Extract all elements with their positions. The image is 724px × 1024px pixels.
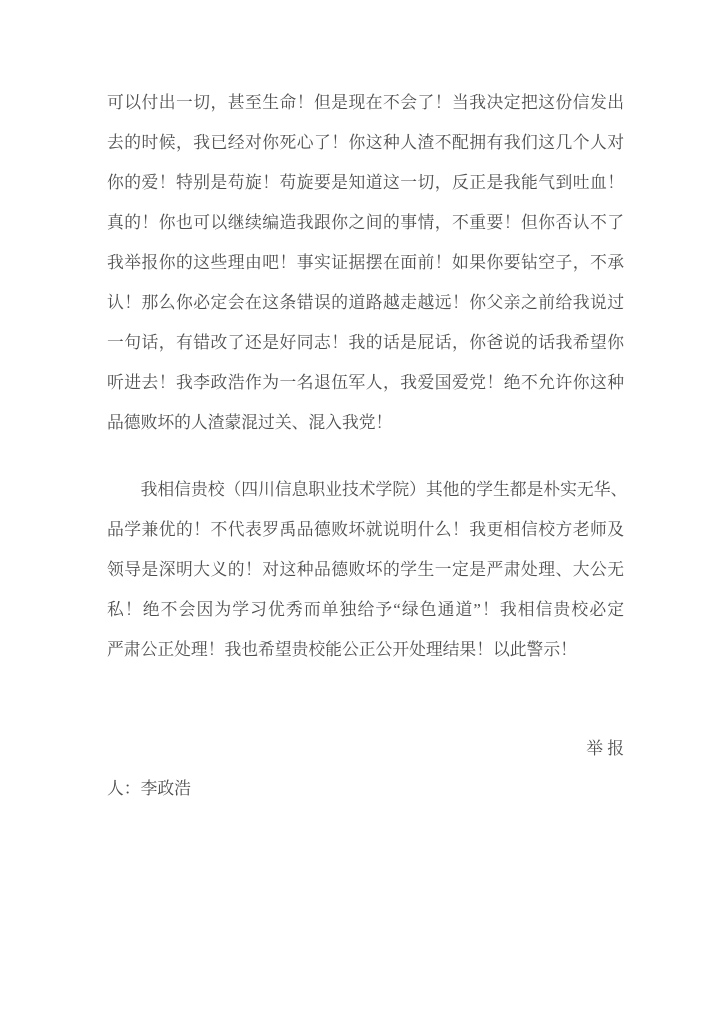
- document-text-block: [107, 83, 628, 809]
- text-line: 私！绝不会因为学习优秀而单独给予“绿色通道”！我相信贵校必定: [107, 600, 624, 619]
- signature-block: [107, 729, 624, 809]
- text-line: 去的时候，我已经对你死心了！你这种人渣不配拥有我们这几个人对: [107, 133, 624, 152]
- signature-line-reporter: 举 报: [586, 739, 624, 758]
- text-line: 领导是深明大义的！对这种品德败坏的学生一定是严肃处理、大公无: [107, 560, 624, 579]
- signature-line-name: 人：李政浩: [107, 779, 191, 798]
- text-line: 可以付出一切，甚至生命！但是现在不会了！当我决定把这份信发出: [107, 93, 624, 112]
- paragraph-1: [107, 83, 624, 443]
- text-line: 认！那么你必定会在这条错误的道路越走越远！你父亲之前给我说过: [107, 293, 624, 312]
- text-line: 一句话，有错改了还是好同志！我的话是屁话，你爸说的话我希望你: [107, 333, 624, 352]
- text-line: 品德败坏的人渣蒙混过关、混入我党！: [107, 413, 393, 432]
- text-line: 听进去！我李政浩作为一名退伍军人，我爱国爱党！绝不允许你这种: [107, 373, 624, 392]
- text-line: 你的爱！特别是苟旋！苟旋要是知道这一切，反正是我能气到吐血！: [107, 173, 624, 192]
- text-line: 我相信贵校（四川信息职业技术学院）其他的学生都是朴实无华、: [140, 480, 628, 499]
- paragraph-2: [107, 470, 628, 670]
- text-line: 品学兼优的！不代表罗禹品德败坏就说明什么！我更相信校方老师及: [107, 520, 624, 539]
- text-line: 真的！你也可以继续编造我跟你之间的事情，不重要！但你否认不了: [107, 213, 624, 232]
- text-line: 严肃公正处理！我也希望贵校能公正公开处理结果！以此警示！: [107, 640, 577, 659]
- text-line: 我举报你的这些理由吧！事实证据摆在面前！如果你要钻空子，不承: [107, 253, 624, 272]
